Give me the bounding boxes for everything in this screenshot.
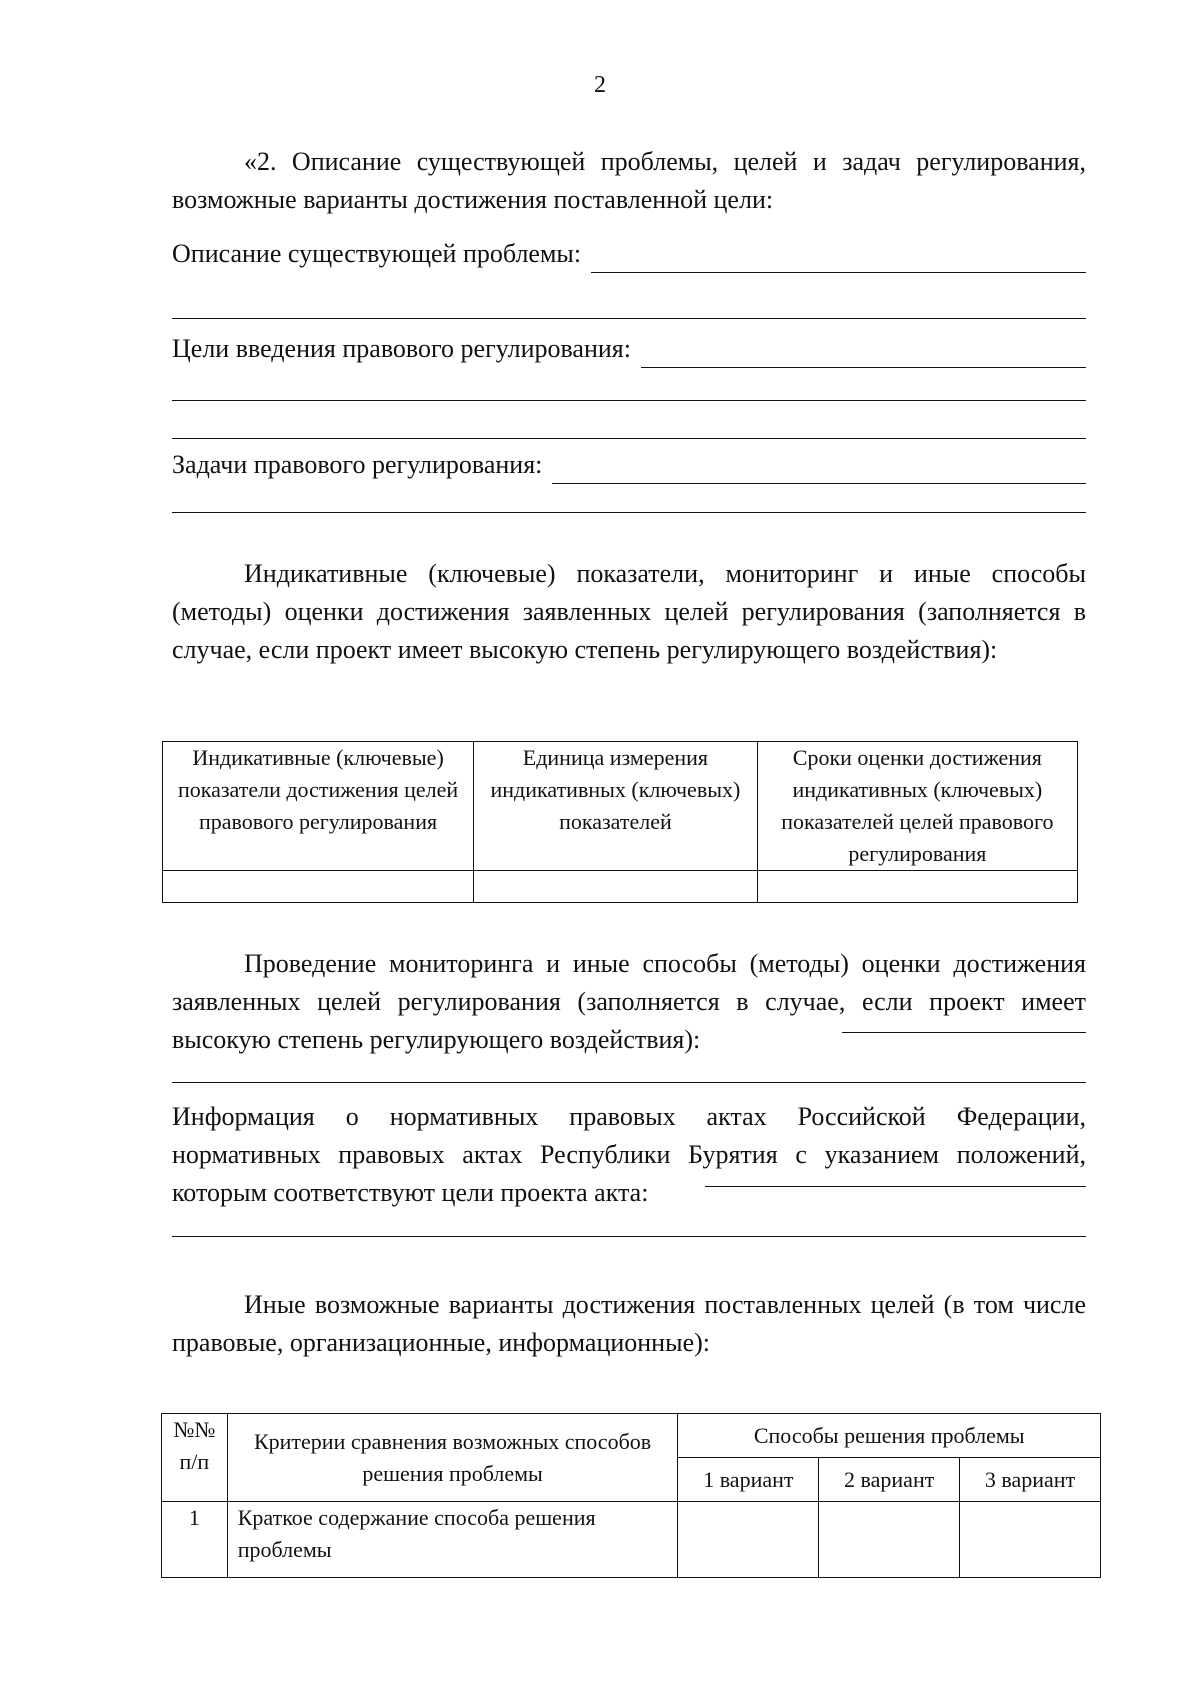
- goals-label: Цели введения правового регулирования:: [172, 334, 631, 363]
- alternatives-col-number: №№ п/п: [162, 1414, 228, 1502]
- normative-blank-line[interactable]: [172, 1236, 1086, 1237]
- indicators-header-3: Сроки оценки достижения индикативных (ключевых) показателей целей правового регулирования: [757, 742, 1077, 871]
- indicators-intro: Индикативные (ключевые) показатели, мониторинг и иные способы (методы) оценки достижения заявленных целей регулирования (заполняется в случае, если проект имеет высокую степень регулирующего воздействия):: [172, 559, 1086, 664]
- row-number: 1: [162, 1502, 228, 1578]
- monitoring-blank-line[interactable]: [172, 1082, 1086, 1083]
- alternatives-table: [161, 1413, 1101, 1578]
- monitoring-text: Проведение мониторинга и иные способы (методы) оценки достижения заявленных целей регулирования (заполняется в случае, если проект имеет высокую степень регулирующего воздействия):: [172, 949, 1086, 1054]
- row-variant-2-cell[interactable]: [819, 1502, 960, 1578]
- row-variant-1-cell[interactable]: [678, 1502, 819, 1578]
- normative-blank-inline[interactable]: [705, 1186, 1086, 1187]
- tasks-field[interactable]: [172, 446, 1086, 484]
- goals-blank-line-1[interactable]: [172, 400, 1086, 401]
- table-row: [162, 1502, 1101, 1578]
- indicators-header-row: [163, 742, 1078, 871]
- variant-2-header: 2 вариант: [819, 1458, 960, 1502]
- problem-label: Описание существующей проблемы:: [172, 239, 582, 268]
- tasks-blank[interactable]: [552, 453, 1086, 484]
- goals-blank-line-2[interactable]: [172, 438, 1086, 439]
- monitoring-block: [172, 945, 1086, 1059]
- indicators-table: [162, 741, 1078, 903]
- monitoring-blank-inline[interactable]: [842, 1032, 1086, 1033]
- problem-blank[interactable]: [591, 242, 1086, 273]
- alternatives-col-methods: Способы решения проблемы: [678, 1414, 1101, 1458]
- indicators-cell-2[interactable]: [474, 871, 758, 903]
- page-number: 2: [594, 72, 606, 98]
- tasks-label: Задачи правового регулирования:: [172, 450, 543, 479]
- indicators-header-2: Единица измерения индикативных (ключевых) показателей: [474, 742, 758, 871]
- variant-3-header: 3 вариант: [960, 1458, 1101, 1502]
- goals-blank[interactable]: [641, 337, 1086, 368]
- alternatives-intro: Иные возможные варианты достижения поставленных целей (в том числе правовые, организационные, информационные):: [172, 1290, 1086, 1357]
- normative-text: Информация о нормативных правовых актах Российской Федерации, нормативных правовых актах Республики Бурятия с указанием положений, которым соответствуют цели проекта акта:: [172, 1102, 1086, 1207]
- tasks-blank-line[interactable]: [172, 512, 1086, 513]
- row-variant-3-cell[interactable]: [960, 1502, 1101, 1578]
- problem-field[interactable]: [172, 235, 1086, 273]
- indicators-cell-3[interactable]: [757, 871, 1077, 903]
- alternatives-header-row-1: [162, 1414, 1101, 1458]
- problem-blank-line[interactable]: [172, 318, 1086, 319]
- indicators-empty-row: [163, 871, 1078, 903]
- goals-field[interactable]: [172, 330, 1086, 368]
- indicators-cell-1[interactable]: [163, 871, 474, 903]
- variant-1-header: 1 вариант: [678, 1458, 819, 1502]
- section-heading: «2. Описание существующей проблемы, целей и задач регулирования, возможные варианты достижения поставленной цели:: [172, 147, 1086, 214]
- indicators-header-1: Индикативные (ключевые) показатели достижения целей правового регулирования: [163, 742, 474, 871]
- alternatives-col-criteria: Критерии сравнения возможных способов решения проблемы: [227, 1414, 678, 1502]
- row-criteria: Краткое содержание способа решения проблемы: [227, 1502, 678, 1578]
